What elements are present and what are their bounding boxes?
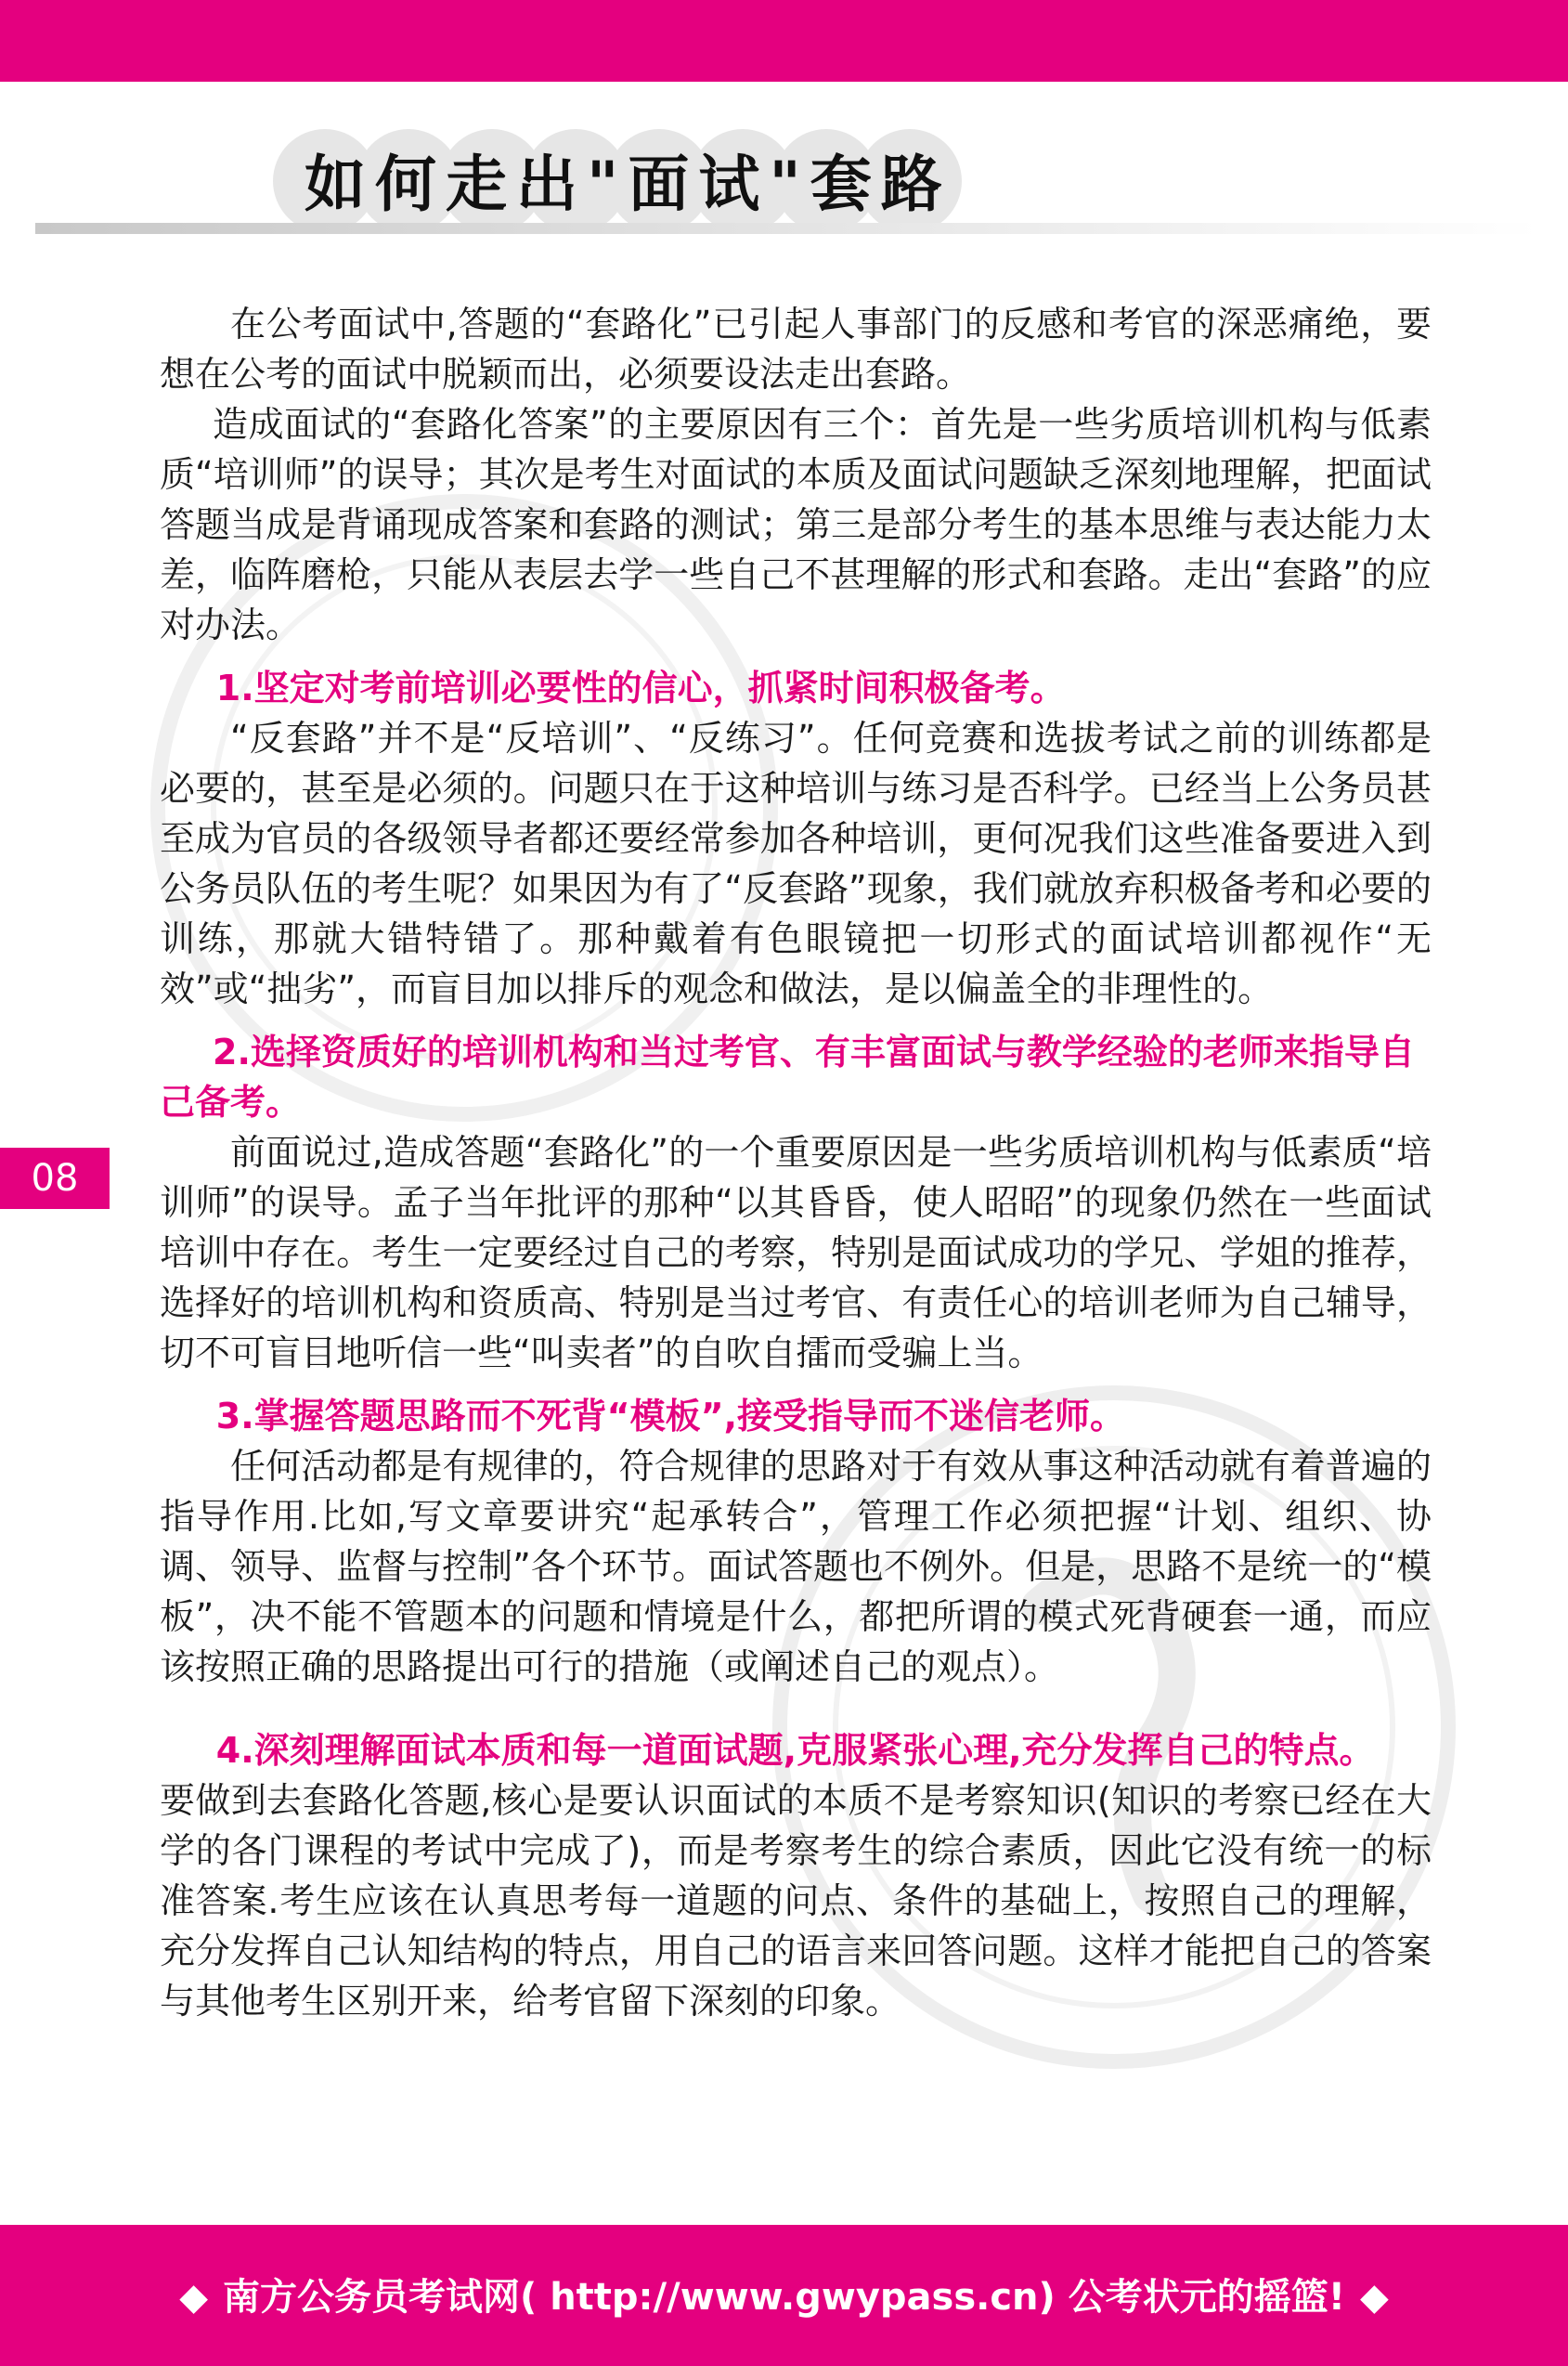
section-heading-2: 2.选择资质好的培训机构和当过考官、有丰富面试与教学经验的老师来指导自己备考。 (160, 1032, 1415, 1123)
intro-paragraph-1: 在公考面试中,答题的“套路化”已引起人事部门的反感和考官的深恶痛绝，要想在公考的面试中脱颖而出，必须要设法走出套路。 (160, 304, 1432, 395)
section-heading-4: 4.深刻理解面试本质和每一道面试题,克服紧张心理,充分发挥自己的特点。 (215, 1730, 1375, 1771)
title-underline (35, 223, 1539, 234)
top-banner (0, 0, 1568, 82)
section-heading-1: 1.坚定对考前培训必要性的信心，抓紧时间积极备考。 (215, 668, 1066, 708)
page-title: 如何走出"面试"套路 (305, 149, 952, 220)
section-heading-3: 3.掌握答题思路而不死背“模板”,接受指导而不迷信老师。 (215, 1396, 1126, 1436)
footer-text: 南方公务员考试网( http://www.gwypass.cn) 公考状元的摇篮! (222, 2276, 1345, 2319)
diamond-icon: ◆ (1360, 2276, 1389, 2319)
section-body-2: 前面说过,造成答题“套路化”的一个重要原因是一些劣质培训机构与低素质“培训师”的误导。孟子当年批评的那种“以其昏昏，使人昭昭”的现象仍然在一些面试培训中存在。考生一定要经过自己的考察，特别是面试成功的学兄、学姐的推荐，选择好的培训机构和资质高、特别是当过考官、有责任心的培训老师为自己辅导，切不可盲目地听信一些“叫卖者”的自吹自擂而受骗上当。 (160, 1132, 1432, 1373)
section-body-4: 要做到去套路化答题,核心是要认识面试的本质不是考察知识(知识的考察已经在大学的各门课程的考试中完成了)，而是考察考生的综合素质，因此它没有统一的标准答案.考生应该在认真思考每一道题的问点、条件的基础上，按照自己的理解，充分发挥自己认知结构的特点，用自己的语言来回答问题。这样才能把自己的答案与其他考生区别开来，给考官留下深刻的印象。 (160, 1780, 1432, 2022)
page-number-tab: 08 (0, 1148, 110, 1209)
footer-banner (0, 2225, 1568, 2366)
footer-line (0, 2268, 1568, 2320)
article-body (160, 299, 1432, 2026)
section-body-1: “反套路”并不是“反培训”、“反练习”。任何竞赛和选拔考试之前的训练都是必要的，甚至是必须的。问题只在于这种培训与练习是否科学。已经当上公务员甚至成为官员的各级领导者都还要经常参加各种培训，更何况我们这些准备要进入到公务员队伍的考生呢？如果因为有了“反套路”现象，我们就放弃积极备考和必要的训练，那就大错特错了。那种戴着有色眼镜把一切形式的面试培训都视作“无效”或“拙劣”，而盲目加以排斥的观念和做法，是以偏盖全的非理性的。 (160, 718, 1432, 1009)
section-body-3: 任何活动都是有规律的，符合规律的思路对于有效从事这种活动就有着普遍的指导作用.比如,写文章要讲究“起承转合”，管理工作必须把握“计划、组织、协调、领导、监督与控制”各个环节。面试答题也不例外。但是，思路不是统一的“模板”，决不能不管题本的问题和情境是什么，都把所谓的模式死背硬套一通，而应该按照正确的思路提出可行的措施（或阐述自己的观点）。 (160, 1446, 1432, 1687)
intro-paragraph-2: 造成面试的“套路化答案”的主要原因有三个：首先是一些劣质培训机构与低素质“培训师”的误导；其次是考生对面试的本质及面试问题缺乏深刻地理解，把面试答题当成是背诵现成答案和套路的测试；第三是部分考生的基本思维与表达能力太差，临阵磨枪，只能从表层去学一些自己不甚理解的形式和套路。走出“套路”的应对办法。 (160, 404, 1432, 645)
title-block (269, 125, 975, 237)
diamond-icon: ◆ (179, 2276, 208, 2319)
